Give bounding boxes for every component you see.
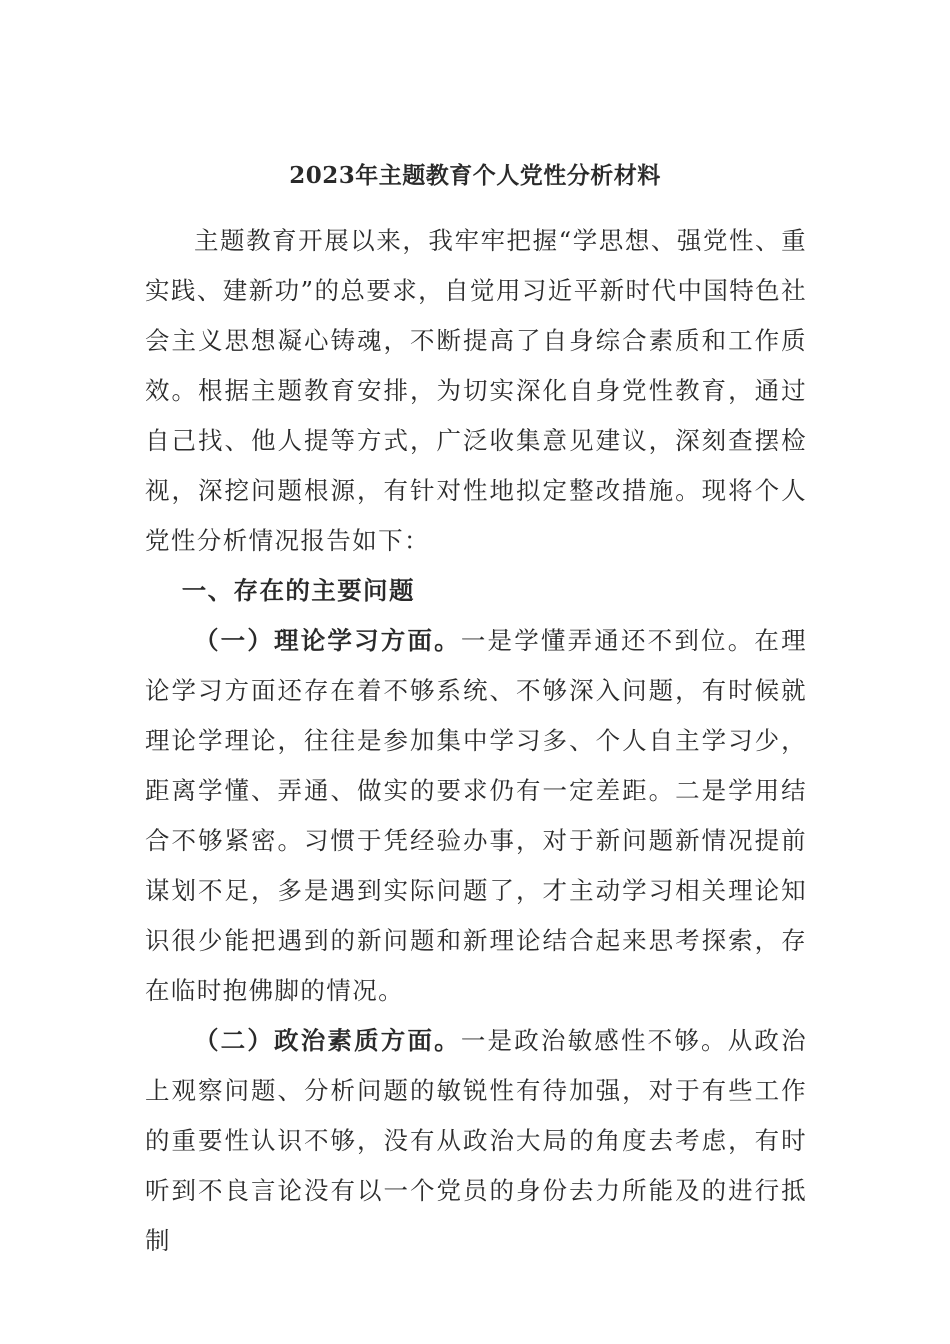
political-quality-text: 一是政治敏感性不够。从政治上观察问题、分析问题的敏锐性有待加强，对于有些工作的重要性认识不够，没有从政治大局的角度去考虑，有时听到不良言论没有以一个党员的身份去力所能及的进行抵制 bbox=[145, 1026, 808, 1255]
political-quality-paragraph bbox=[145, 1016, 807, 1266]
intro-paragraph: 主题教育开展以来，我牢牢把握“学思想、强党性、重实践、建新功”的总要求，自觉用习近平新时代中国特色社会主义思想凝心铸魂，不断提高了自身综合素质和工作质效。根据主题教育安排，为切实深化自身党性教育，通过自己找、他人提等方式，广泛收集意见建议，深刻查摆检视，深挖问题根源，有针对性地拟定整改措施。现将个人党性分析情况报告如下： bbox=[145, 226, 807, 555]
section-heading: 一、存在的主要问题 bbox=[181, 576, 415, 605]
theory-study-text: 一是学懂弄通还不到位。在理论学习方面还存在着不够系统、不够深入问题，有时候就理论学理论，往往是参加集中学习多、个人自主学习少，距离学懂、弄通、做实的要求仍有一定差距。二是学用结合不够紧密。习惯于凭经验办事，对于新问题新情况提前谋划不足，多是遇到实际问题了，才主动学习相关理论知识很少能把遇到的新问题和新理论结合起来思考探索，存在临时抱佛脚的情况。 bbox=[145, 626, 808, 1005]
document-title: 2023年主题教育个人党性分析材料 bbox=[289, 162, 661, 189]
theory-study-paragraph bbox=[145, 616, 807, 1016]
theory-study-lead: （一）理论学习方面。 bbox=[194, 626, 461, 655]
document-body bbox=[145, 216, 807, 1266]
political-quality-lead: （二）政治素质方面。 bbox=[194, 1026, 461, 1055]
